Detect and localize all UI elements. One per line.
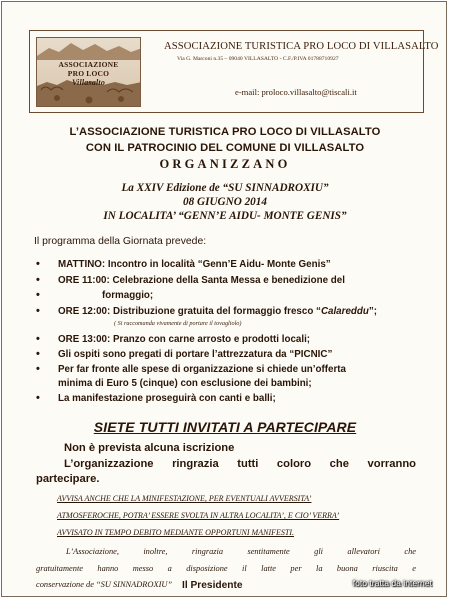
program-item: MATTINO: Incontro in località “Genn’E Aidu- Monte Genis” <box>58 259 331 270</box>
organization-address: Via G. Marconi n.35 – 09040 VILLASALTO - C.F./P.IVA 01788710927 <box>177 56 339 62</box>
program-item <box>58 306 377 317</box>
thanks-line2: gratuitamente hanno messo a disposizione il latte per la buona riuscita e <box>36 564 416 573</box>
program-item: Gli ospiti sono pregati di portare l’attrezzatura da “PICNIC” <box>58 349 333 360</box>
logo-text-line1: ASSOCIAZIONE <box>58 60 119 69</box>
list-bullet: • <box>36 348 40 360</box>
list-bullet: • <box>36 363 40 375</box>
thanks-line1: L’Associazione, inoltre, ringrazia sentitamente gli allevatori che <box>66 547 416 556</box>
program-item: La manifestazione proseguirà con canti e balli; <box>58 393 276 404</box>
program-item: minima di Euro 5 (cinque) con esclusione dei bambini; <box>58 378 312 389</box>
thanks-line3: conservazione de “SU SINNADROXIU” <box>36 580 173 589</box>
program-item: Per far fronte alle spese di organizzazione si chiede un’offerta <box>58 364 346 375</box>
pro-loco-logo <box>36 37 141 107</box>
list-bullet: • <box>36 274 40 286</box>
list-bullet: • <box>36 392 40 404</box>
warning-line3: AVVISATO IN TEMPO DEBITO MEDIANTE OPPORTUNI MANIFESTI. <box>57 528 294 537</box>
signature-president: Il Presidente <box>182 580 243 591</box>
program-item-text: ORE 12:00: Distribuzione gratuita del formaggio fresco “ <box>58 306 321 317</box>
logo-text-line3: Villasalto <box>71 78 106 87</box>
edition-date: 08 GIUGNO 2014 <box>183 196 267 208</box>
logo-text-line2: PRO LOCO <box>67 69 110 78</box>
program-note: ( Si raccomanda vivamente di portare il tovagliolo) <box>114 320 242 327</box>
info-line3: partecipare. <box>36 473 100 485</box>
document-page <box>1 1 447 597</box>
edition-location: IN LOCALITA’ “GENN’E AIDU- MONTE GENIS” <box>103 210 347 222</box>
photo-credit: foto tratta da internet <box>352 578 432 588</box>
list-bullet: • <box>36 305 40 317</box>
headline-line2: CON IL PATROCINIO DEL COMUNE DI VILLASALTO <box>85 142 365 154</box>
letterhead <box>29 30 439 113</box>
warning-line1: AVVISA ANCHE CHE LA MINIFESTAZIONE, PER EVENTUALI AVVERSITA’ <box>57 494 312 503</box>
warning-line2: ATMOSFEROCHE, POTRA’ ESSERE SVOLTA IN ALTRA LOCALITA’, E CIO’ VERRA’ <box>57 511 340 520</box>
info-line2: L’organizzazione ringrazia tutti coloro che vorranno <box>64 458 416 470</box>
list-bullet: • <box>36 258 40 270</box>
program-item: ORE 13:00: Pranzo con carne arrosto e prodotti locali; <box>58 334 311 345</box>
program-item: formaggio; <box>102 290 154 301</box>
program-item-end: ”; <box>368 306 378 317</box>
organization-email: e-mail: proloco.villasalto@tiscali.it <box>235 87 357 97</box>
program-intro: Il programma della Giornata prevede: <box>34 236 207 247</box>
headline-line1: L’ASSOCIAZIONE TURISTICA PRO LOCO DI VILLASALTO <box>69 126 381 138</box>
headline-organize: ORGANIZZANO <box>159 157 291 171</box>
info-line1: Non è prevista alcuna iscrizione <box>64 442 235 454</box>
invite-heading: SIETE TUTTI INVITATI A PARTECIPARE <box>93 419 357 435</box>
program-item-calareddu: Calareddu <box>320 306 369 317</box>
program-item: ORE 11:00: Celebrazione della Santa Messa e benedizione del <box>58 275 345 286</box>
organization-name: ASSOCIAZIONE TURISTICA PRO LOCO DI VILLASALTO <box>164 41 439 52</box>
list-bullet: • <box>36 289 40 301</box>
list-bullet: • <box>36 333 40 345</box>
edition-title: La XXIV Edizione de “SU SINNADROXIU” <box>121 182 329 194</box>
